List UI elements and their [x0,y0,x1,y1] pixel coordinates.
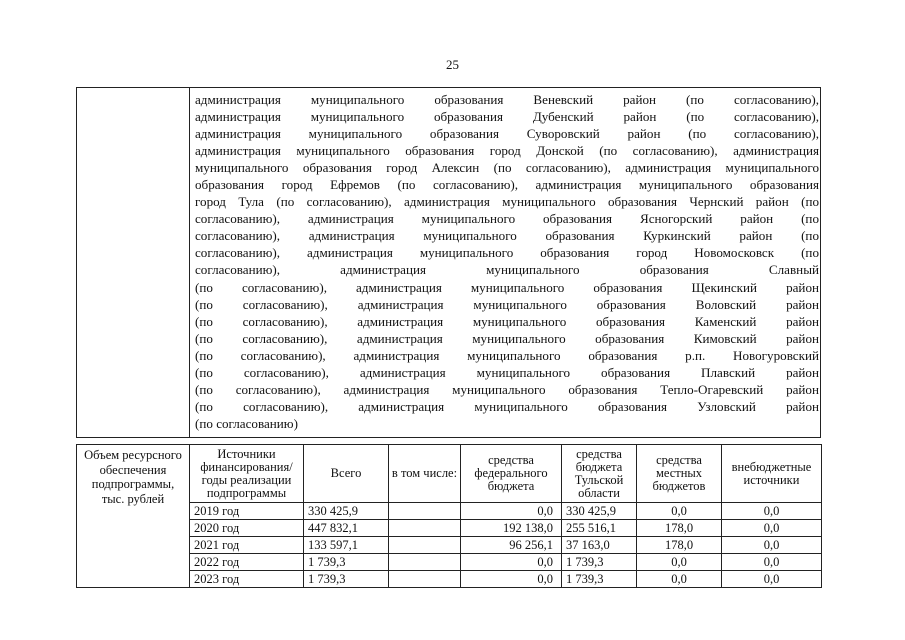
header-federal: средства федерального бюджета [461,445,562,503]
cell-federal: 96 256,1 [461,537,562,554]
executors-label-cell [77,88,190,437]
page-number: 25 [446,57,459,72]
text-line: согласованию), администрация муниципального образования Куркинский район (по [195,228,819,244]
cell-local: 0,0 [637,571,722,588]
cell-year: 2023 год [190,571,304,588]
text-line: (по согласованию), администрация муниципального образования Плавский район [195,364,819,380]
cell-local: 0,0 [637,554,722,571]
header-extra: внебюджетные источники [722,445,822,503]
table-header-row [77,445,822,503]
text-line: (по согласованию), администрация муниципального образования Воловский район [195,296,819,312]
executors-text [195,91,819,432]
cell-extra: 0,0 [722,537,822,554]
cell-extra: 0,0 [722,520,822,537]
cell-total: 447 832,1 [304,520,389,537]
cell-including [389,554,461,571]
header-including: в том числе: [389,445,461,503]
header-total: Всего [304,445,389,503]
cell-extra: 0,0 [722,554,822,571]
cell-local: 178,0 [637,520,722,537]
cell-local: 178,0 [637,537,722,554]
text-line: администрация муниципального образования город Донской (по согласованию), администрация [195,143,819,159]
cell-total: 1 739,3 [304,571,389,588]
cell-federal: 0,0 [461,503,562,520]
text-line: образования город Ефремов (по согласованию), администрация муниципального образования [195,177,819,193]
cell-regional: 255 516,1 [562,520,637,537]
cell-total: 330 425,9 [304,503,389,520]
text-line: администрация муниципального образования Веневский район (по согласованию), [195,92,819,107]
cell-local: 0,0 [637,503,722,520]
text-line: (по согласованию), администрация муниципального образования Щекинский район [195,279,819,295]
text-line: (по согласованию), администрация муниципального образования Кимовский район [195,330,819,346]
cell-year: 2020 год [190,520,304,537]
cell-year: 2022 год [190,554,304,571]
text-line: согласованию), администрация муниципального образования Славный [195,262,819,278]
cell-total: 1 739,3 [304,554,389,571]
text-line: согласованию), администрация муниципального образования Ясногорский район (по [195,211,819,227]
cell-including [389,537,461,554]
header-local: средства местных бюджетов [637,445,722,503]
cell-federal: 0,0 [461,554,562,571]
header-sources: Источники финансирования/ годы реализации подпрограммы [190,445,304,503]
text-line: администрация муниципального образования Суворовский район (по согласованию), [195,126,819,142]
cell-year: 2019 год [190,503,304,520]
text-line: (по согласованию), администрация муниципального образования р.п. Новогуровский [195,347,819,363]
cell-regional: 37 163,0 [562,537,637,554]
text-line: муниципального образования город Алексин (по согласованию), администрация муниципального [195,160,819,176]
finance-row-label: Объем ресурсного обеспечения подпрограммы, тыс. рублей [77,445,190,588]
cell-including [389,503,461,520]
text-line: (по согласованию), администрация муниципального образования Тепло-Огаревский район [195,381,819,397]
text-line: (по согласованию), администрация муниципального образования Каменский район [195,313,819,329]
text-line: согласованию), администрация муниципального образования город Новомосковск (по [195,245,819,261]
header-regional: средства бюджета Тульской области [562,445,637,503]
cell-federal: 0,0 [461,571,562,588]
cell-year: 2021 год [190,537,304,554]
cell-extra: 0,0 [722,503,822,520]
text-line: (по согласованию) [195,415,298,431]
text-line: (по согласованию), администрация муниципального образования Узловский район [195,398,819,414]
text-line: администрация муниципального образования Дубенский район (по согласованию), [195,109,819,125]
text-line: город Тула (по согласованию), администрация муниципального образования Чернский район (по [195,194,819,210]
cell-regional: 1 739,3 [562,571,637,588]
cell-federal: 192 138,0 [461,520,562,537]
cell-regional: 330 425,9 [562,503,637,520]
cell-extra: 0,0 [722,571,822,588]
cell-regional: 1 739,3 [562,554,637,571]
executors-section [76,87,821,438]
cell-including [389,571,461,588]
finance-table [76,444,822,588]
cell-including [389,520,461,537]
cell-total: 133 597,1 [304,537,389,554]
